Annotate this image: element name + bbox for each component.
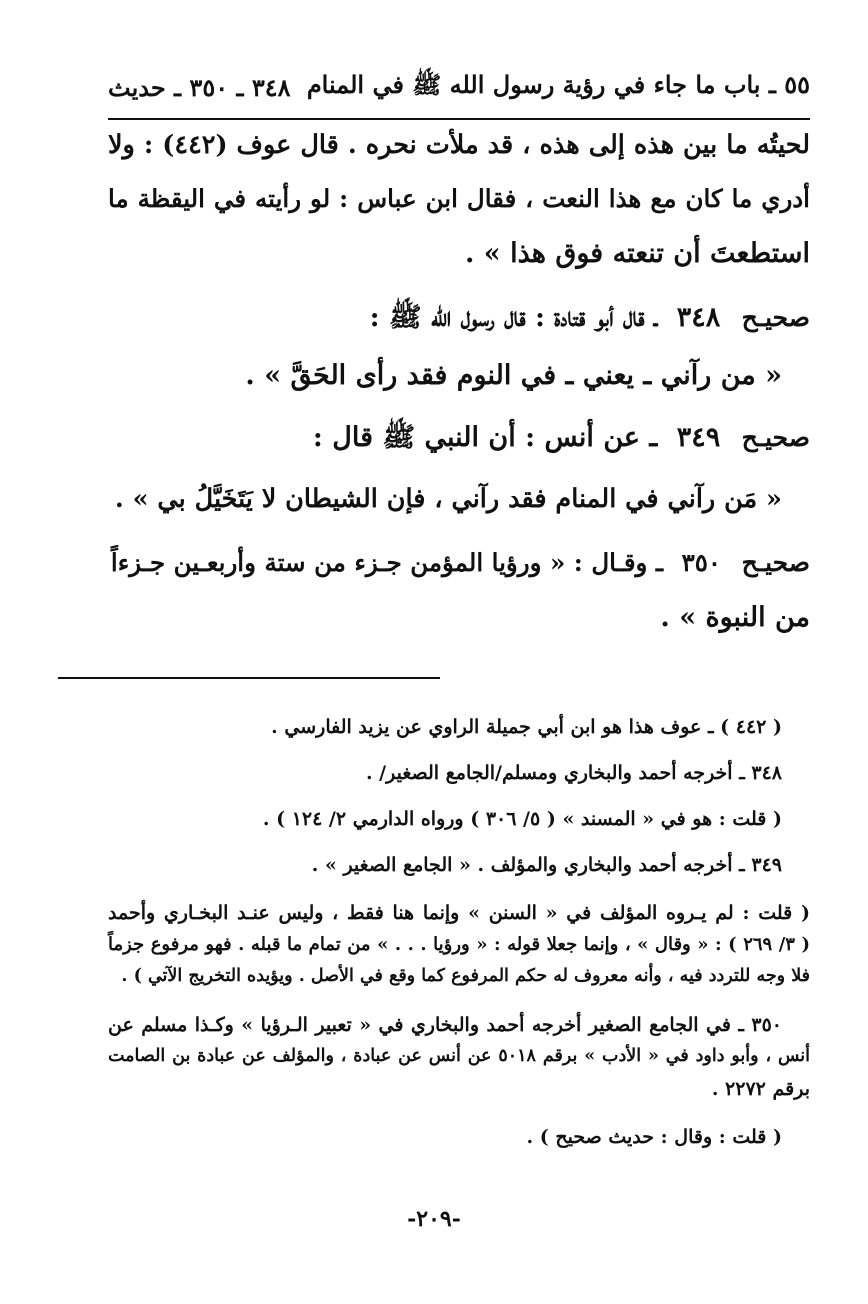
- footnote-350-note: ( قلت : وقال : حديث صحيح ) .: [526, 1126, 782, 1148]
- hadith-350-heading: [108, 548, 810, 577]
- footnote-350-2: أنس ، وأبو داود في « الأدب » برقم ٥٠١٨ عن أنس عن عبادة ، والمؤلف عن عبادة بن الصامت: [108, 1046, 810, 1066]
- footnote-350-3: برقم ٢٢٧٢ .: [711, 1078, 810, 1100]
- text-line-1: لحيتُه ما بين هذه إلى هذه ، قد ملأت نحره . قال عوف (٤٤٢) : ولا: [108, 130, 810, 160]
- hadith-349-heading: [108, 420, 810, 460]
- chapter-title: ٥٥ ـ باب ما جاء في رؤية رسول الله ﷺ في المنام: [306, 69, 810, 99]
- footnote-348: ٣٤٨ ـ أخرجه أحمد والبخاري ومسلم/الجامع الصغير/ .: [365, 762, 782, 784]
- footnote-349-note-3: فلا وجه للتردد فيه ، وأنه معروف له حكم المرفوع كما وقع في الأصل . ويؤيده التخريج الآتي ) .: [121, 966, 810, 986]
- text-line-3: استطعتَ أن تنعته فوق هذا » .: [465, 238, 810, 269]
- hadith-350-text: من النبوة » .: [660, 602, 810, 633]
- hadith-number: ٣٥٠: [681, 548, 722, 577]
- text-line-2: أدري ما كان مع هذا النعت ، فقال ابن عباس : لو رأيته في اليقظة ما: [108, 184, 810, 213]
- hadith-number: ٣٤٨: [676, 302, 721, 333]
- page-number: -٢٠٩-: [407, 1206, 461, 1232]
- footnote-350-1: ٣٥٠ ـ في الجامع الصغير أخرجه أحمد والبخاري في « تعبير الـرؤيا » وكـذا مسلم عن: [108, 1014, 782, 1036]
- hadith-348-heading: [108, 300, 810, 340]
- hadith-intro: ـ عن أنس : أن النبي ﷺ قال :: [312, 422, 658, 453]
- hadith-348-text: « من رآني ـ يعني ـ في النوم فقد رأى الحَقَّ » .: [245, 360, 782, 391]
- footnote-349: ٣٤٩ ـ أخرجه أحمد والبخاري والمؤلف . « الجامع الصغير » .: [311, 854, 782, 876]
- hadith-349-text: « مَن رآني في المنام فقد رآني ، فإن الشيطان لا يَتَخَيَّلُ بي » .: [114, 484, 782, 514]
- grade-label: صحيـح: [741, 303, 810, 332]
- page-header: [108, 62, 810, 112]
- header-divider: [108, 118, 810, 120]
- hadith-range: ٣٤٨ ـ ٣٥٠ ـ حديث: [108, 72, 291, 102]
- hadith-intro: ـ وقـال : « ورؤيا المؤمن جـزء من ستة وأربعـين جـزءاً: [110, 548, 664, 577]
- footnote-348-note: ( قلت : هو في « المسند » ( ٥/ ٣٠٦ ) ورواه الدارمي ٢/ ١٢٤ ) .: [262, 808, 782, 830]
- grade-label: صحيـح: [741, 548, 810, 577]
- hadith-intro: ـ قال أبو قتادة : قال رسول الله ﷺ :: [369, 302, 658, 333]
- footnote-442: ( ٤٤٢ ) ـ عوف هذا هو ابن أبي جميلة الراوي عن يزيد الفارسي .: [271, 716, 782, 738]
- hadith-number: ٣٤٩: [676, 422, 721, 453]
- footnote-349-note-1: ( قلت : لم يـروه المؤلف في « السنن » وإنما هنا فقط ، وليس عنـد البخـاري وأحمد: [108, 902, 810, 924]
- footnote-divider: [58, 677, 440, 679]
- grade-label: صحيـح: [741, 423, 810, 452]
- footnote-349-note-2: ( ٣/ ٢٦٩ ) : « وقال » ، وإنما جعلا قوله : « ورؤيا . . . » من تمام ما قبله . فهو مرفوع جزماً: [108, 934, 810, 955]
